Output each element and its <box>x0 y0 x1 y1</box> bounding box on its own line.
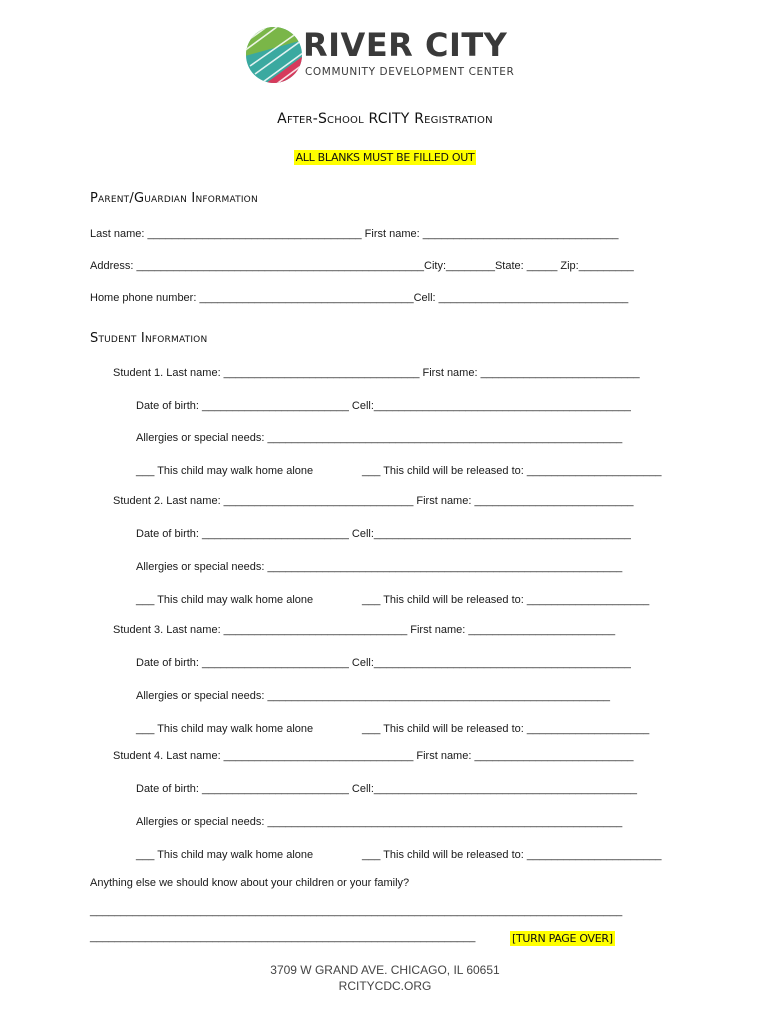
anything-else-question: Anything else we should know about your children or your family? <box>90 877 410 889</box>
anything-else-line-2[interactable]: _______________________________________________________________ <box>90 931 476 943</box>
student-3-allergy-line[interactable]: Allergies or special needs: ________________________________________________________ <box>136 690 611 702</box>
student-4-name-line[interactable]: Student 4. Last name: _______________________________ First name: __________________________ <box>113 750 634 762</box>
student-3-dob-line[interactable]: Date of birth: ________________________ Cell:__________________________________________ <box>136 657 631 669</box>
parent-phone-line[interactable]: Home phone number: ___________________________________Cell: _______________________________ <box>90 292 629 304</box>
footer-website: RCITYCDC.ORG <box>338 979 432 993</box>
turn-page-label: [TURN PAGE OVER] <box>512 932 613 945</box>
logo <box>245 26 525 86</box>
student-1-release-option[interactable]: ___ This child will be released to: ______________________ <box>362 465 662 477</box>
student-3-name-line[interactable]: Student 3. Last name: ______________________________ First name: ________________________ <box>113 624 616 636</box>
student-4-dob-line[interactable]: Date of birth: ________________________ Cell:___________________________________________ <box>136 783 637 795</box>
student-2-dob-line[interactable]: Date of birth: ________________________ Cell:__________________________________________ <box>136 528 631 540</box>
logo-name: RIVER CITY <box>303 26 508 64</box>
turn-page-note <box>510 929 615 947</box>
parent-address-line[interactable]: Address: _______________________________________________City:________State: _____ Zip:_________ <box>90 260 634 272</box>
student-4-walk-option[interactable]: ___ This child may walk home alone <box>136 849 314 861</box>
river-city-logo-icon <box>245 26 303 84</box>
student-1-name-line[interactable]: Student 1. Last name: ________________________________ First name: __________________________ <box>113 367 640 379</box>
student-3-walk-option[interactable]: ___ This child may walk home alone <box>136 723 314 735</box>
student-4-allergy-line[interactable]: Allergies or special needs: __________________________________________________________ <box>136 816 623 828</box>
student-4-release-option[interactable]: ___ This child will be released to: ______________________ <box>362 849 662 861</box>
student-1-allergy-line[interactable]: Allergies or special needs: __________________________________________________________ <box>136 432 623 444</box>
parent-name-line[interactable]: Last name: ___________________________________ First name: ________________________________ <box>90 228 619 240</box>
student-1-dob-line[interactable]: Date of birth: ________________________ Cell:__________________________________________ <box>136 400 631 412</box>
student-2-walk-option[interactable]: ___ This child may walk home alone <box>136 594 314 606</box>
anything-else-line-1[interactable]: _______________________________________________________________________________________ <box>90 905 623 917</box>
footer-address: 3709 W GRAND AVE. CHICAGO, IL 60651 <box>270 963 500 977</box>
student-3-release-option[interactable]: ___ This child will be released to: ____________________ <box>362 723 650 735</box>
student-2-name-line[interactable]: Student 2. Last name: _______________________________ First name: __________________________ <box>113 495 634 507</box>
parent-section-heading: Parent/Guardian Information <box>90 191 258 206</box>
logo-subtitle: COMMUNITY DEVELOPMENT CENTER <box>305 66 515 78</box>
student-1-walk-option[interactable]: ___ This child may walk home alone <box>136 465 314 477</box>
notice-banner: ALL BLANKS MUST BE FILLED OUT <box>295 151 475 164</box>
student-2-allergy-line[interactable]: Allergies or special needs: __________________________________________________________ <box>136 561 623 573</box>
student-2-release-option[interactable]: ___ This child will be released to: ____________________ <box>362 594 650 606</box>
page-title: After-School RCITY Registration <box>277 111 493 127</box>
notice-wrap <box>0 148 770 166</box>
student-section-heading: Student Information <box>90 331 208 346</box>
